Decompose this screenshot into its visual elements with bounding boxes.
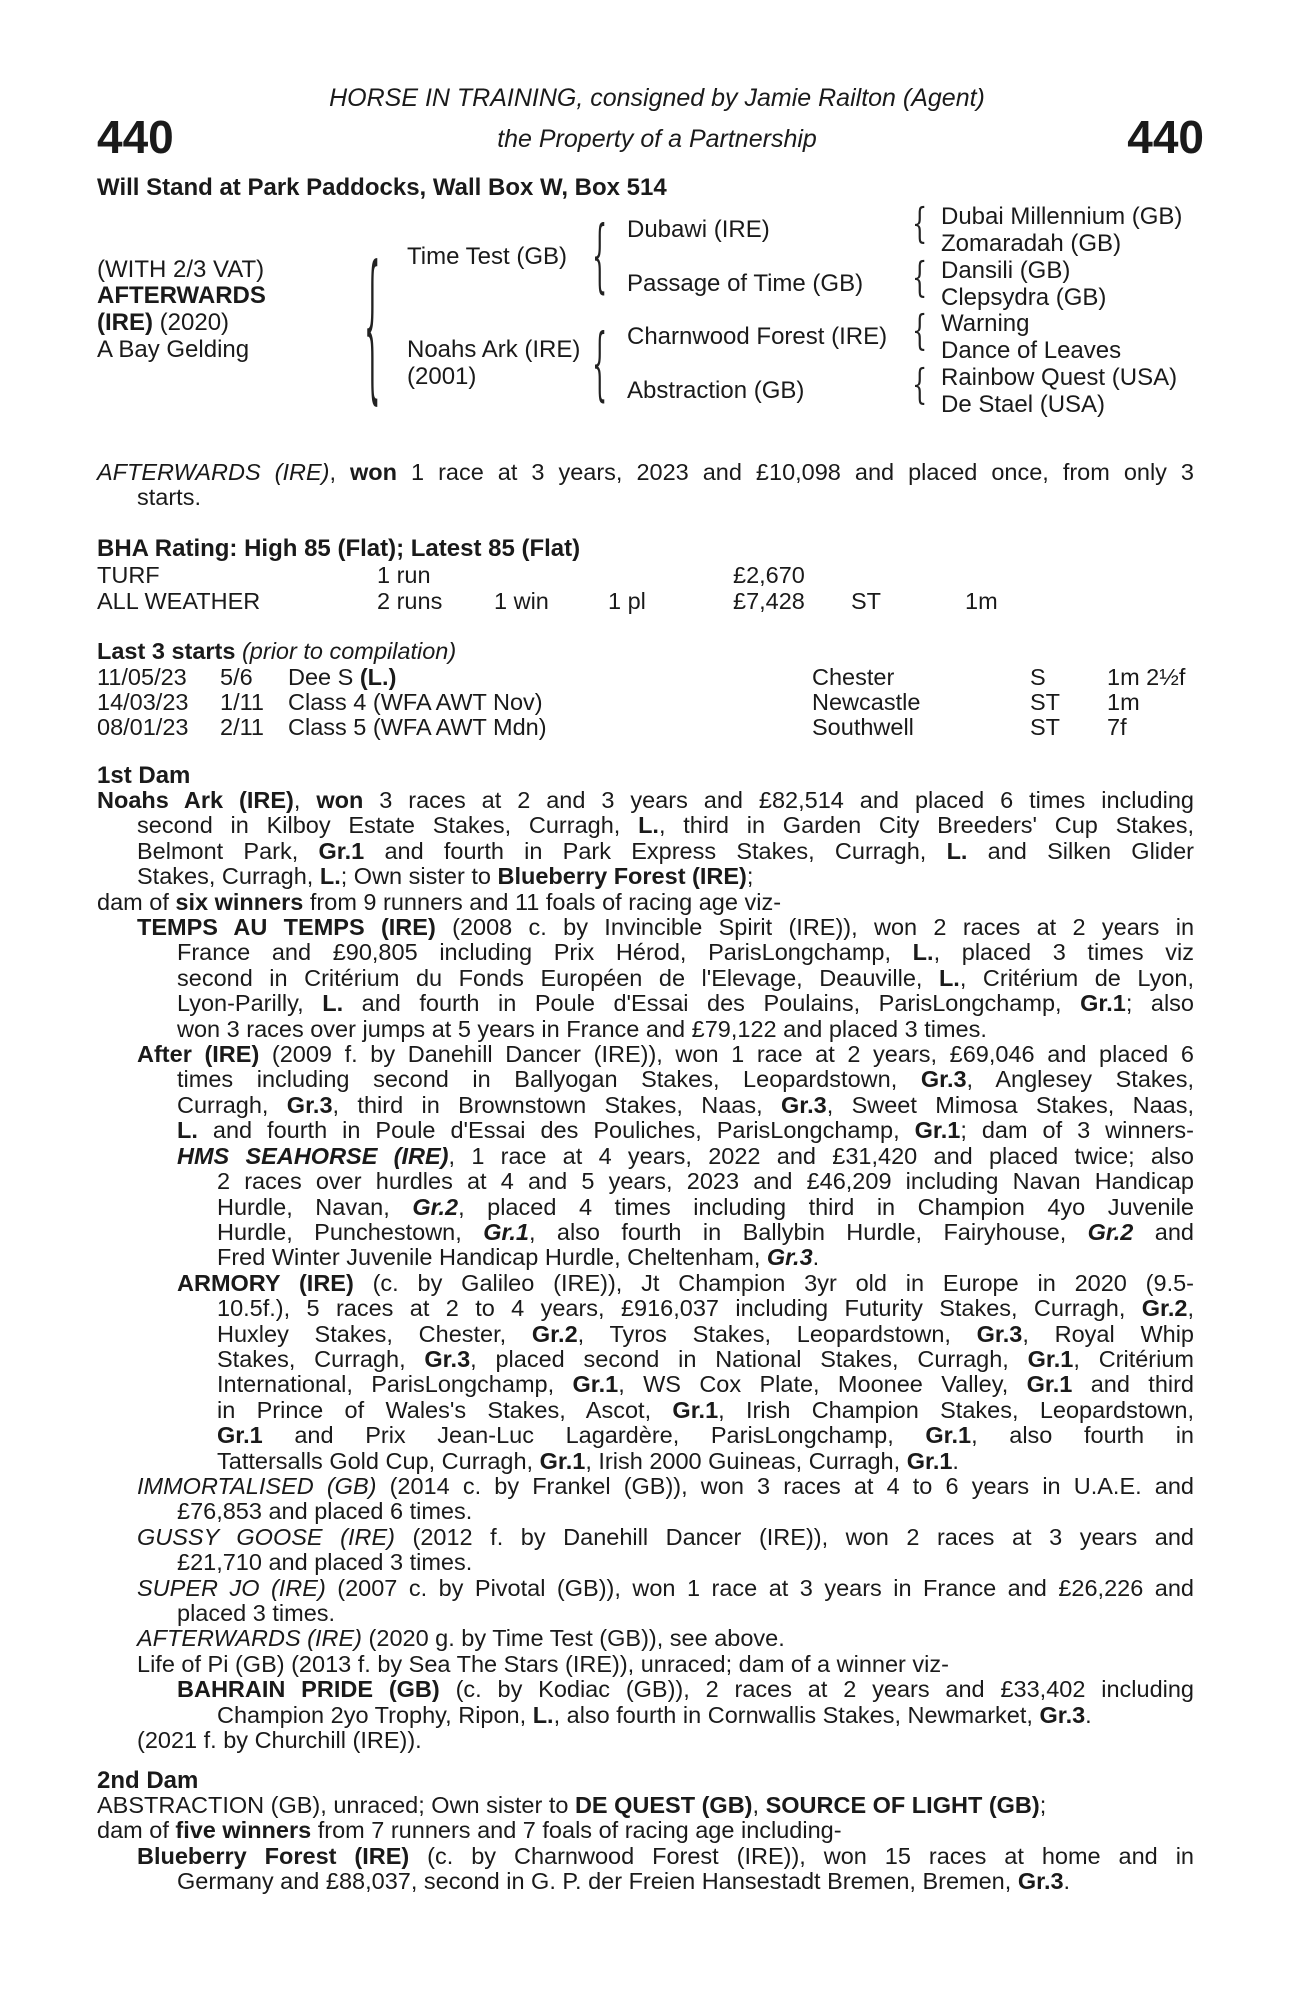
start-race-name: Dee S	[288, 664, 354, 690]
race-summary-line-1: AFTERWARDS (IRE), won 1 race at 3 years, 2023 and £10,098 and placed once, from only 3	[97, 459, 1194, 485]
last-starts-note: (prior to compilation)	[241, 638, 457, 664]
last-starts-label: Last 3 starts	[97, 638, 236, 664]
first-dam-line: Fred Winter Juvenile Handicap Hurdle, Cheltenham, Gr.3.	[217, 1244, 820, 1271]
summary-horse-name: AFTERWARDS (IRE)	[97, 459, 330, 485]
aw-earnings: £7,428	[733, 588, 805, 614]
start-course: Chester	[812, 664, 895, 690]
aw-distance: 1m	[965, 588, 998, 614]
first-dam-line: Hurdle, Punchestown, Gr.1, also fourth in Ballybin Hurdle, Fairyhouse, Gr.2 and	[217, 1218, 1194, 1245]
pedigree-brace-g2: {	[912, 254, 928, 302]
pedigree-brace-dam: {	[592, 318, 608, 411]
first-dam-line: TEMPS AU TEMPS (IRE) (2008 c. by Invincible Spirit (IRE)), won 2 races at 2 years in	[137, 914, 1195, 941]
ancestor-5: Warning	[941, 310, 1030, 337]
first-dam-line: Stakes, Curragh, Gr.3, placed second in National Stakes, Curragh, Gr.1, Critérium	[217, 1345, 1194, 1372]
first-dam-line: dam of six winners from 9 runners and 11 foals of racing age viz-	[97, 888, 782, 915]
start-distance: 1m	[1107, 689, 1140, 715]
start-surface: ST	[1030, 714, 1061, 740]
start-position: 5/6	[220, 664, 253, 690]
ancestor-6: Dance of Leaves	[941, 337, 1122, 364]
first-dam-line: Curragh, Gr.3, third in Brownstown Stakes, Naas, Gr.3, Sweet Mimosa Stakes, Naas,	[177, 1091, 1194, 1118]
race-summary	[97, 460, 1194, 511]
dam-dam: Abstraction (GB)	[627, 377, 805, 404]
first-dam-line: Stakes, Curragh, L.; Own sister to Blueberry Forest (IRE);	[137, 863, 754, 890]
first-dam-text	[97, 788, 1194, 1753]
second-dam-heading: 2nd Dam	[97, 1767, 199, 1794]
start-surface: ST	[1030, 689, 1061, 715]
first-dam-line: £76,853 and placed 6 times.	[177, 1498, 473, 1525]
consignor-line: HORSE IN TRAINING, consigned by Jamie Railton (Agent)	[329, 84, 985, 112]
first-dam-line: times including second in Ballyogan Stakes, Leopardstown, Gr.3, Anglesey Stakes,	[177, 1066, 1194, 1093]
ancestor-7: Rainbow Quest (USA)	[941, 364, 1178, 391]
horse-suffix: (IRE)	[97, 309, 153, 336]
first-dam-line: SUPER JO (IRE) (2007 c. by Pivotal (GB)), won 1 race at 3 years in France and £26,226 and	[137, 1574, 1194, 1601]
first-dam-line: After (IRE) (2009 f. by Danehill Dancer (IRE)), won 1 race at 2 years, £69,046 and placed 6	[137, 1041, 1194, 1068]
summary-won: won	[350, 459, 398, 485]
sire: Time Test (GB)	[407, 243, 568, 270]
ancestor-8: De Stael (USA)	[941, 391, 1106, 418]
bha-rating-title: BHA Rating: High 85 (Flat); Latest 85 (Flat)	[97, 535, 581, 562]
sire-sire: Dubawi (IRE)	[627, 216, 770, 243]
first-dam-line: ARMORY (IRE) (c. by Galileo (IRE)), Jt Champion 3yr old in Europe in 2020 (9.5-	[177, 1269, 1195, 1296]
dam-year: (2001)	[407, 363, 477, 390]
start-race	[288, 664, 396, 690]
first-dam-line: AFTERWARDS (IRE) (2020 g. by Time Test (GB)), see above.	[137, 1625, 785, 1652]
start-course: Newcastle	[812, 689, 921, 715]
vat-note: (WITH 2/3 VAT)	[97, 256, 265, 283]
start-position: 1/11	[220, 689, 264, 715]
first-dam-line: IMMORTALISED (GB) (2014 c. by Frankel (GB)), won 3 races at 4 to 6 years in U.A.E. and	[137, 1472, 1194, 1499]
horse-name: AFTERWARDS	[97, 282, 266, 309]
first-dam-line: Huxley Stakes, Chester, Gr.2, Tyros Stakes, Leopardstown, Gr.3, Royal Whip	[217, 1320, 1194, 1347]
first-dam-line: HMS SEAHORSE (IRE), 1 race at 4 years, 2022 and £31,420 and placed twice; also	[177, 1142, 1194, 1169]
pedigree-brace-sire: {	[592, 210, 608, 303]
lot-number-left: 440	[97, 111, 174, 163]
turf-label: TURF	[97, 562, 160, 588]
last-starts-title	[97, 638, 456, 664]
aw-runs: 2 runs	[377, 588, 443, 614]
first-dam-line: (2021 f. by Churchill (IRE)).	[137, 1727, 422, 1754]
second-dam-line: Germany and £88,037, second in G. P. der Freien Hansestadt Bremen, Bremen, Gr.3.	[177, 1868, 1071, 1895]
start-date: 08/01/23	[97, 714, 189, 740]
first-dam-line: Belmont Park, Gr.1 and fourth in Park Express Stakes, Curragh, L. and Silken Glider	[137, 837, 1194, 864]
first-dam-line: GUSSY GOOSE (IRE) (2012 f. by Danehill Dancer (IRE)), won 2 races at 3 years and	[137, 1523, 1194, 1550]
pedigree-brace-g4: {	[912, 361, 928, 409]
start-surface: S	[1030, 664, 1046, 690]
location-line: Will Stand at Park Paddocks, Wall Box W, Box 514	[97, 174, 667, 201]
aw-surface: ST	[851, 588, 882, 614]
horse-description: A Bay Gelding	[97, 336, 250, 363]
first-dam-line: Lyon-Parilly, L. and fourth in Poule d'Essai des Poulains, ParisLongchamp, Gr.1; also	[177, 990, 1194, 1017]
start-date: 14/03/23	[97, 689, 189, 715]
dam: Noahs Ark (IRE)	[407, 336, 581, 363]
first-dam-line: won 3 races over jumps at 5 years in France and £79,122 and placed 3 times.	[177, 1015, 987, 1042]
first-dam-line: second in Kilboy Estate Stakes, Curragh, L., third in Garden City Breeders' Cup Stakes,	[137, 812, 1195, 839]
horse-year: (2020)	[159, 309, 230, 336]
race-summary-line-2: starts.	[137, 484, 201, 511]
second-dam-line: Blueberry Forest (IRE) (c. by Charnwood Forest (IRE)), won 15 races at home and in	[137, 1842, 1194, 1869]
start-race-grade: (L.)	[359, 664, 397, 690]
first-dam-line: Champion 2yo Trophy, Ripon, L., also fourth in Cornwallis Stakes, Newmarket, Gr.3.	[217, 1701, 1092, 1728]
first-dam-line: Tattersalls Gold Cup, Curragh, Gr.1, Irish 2000 Guineas, Curragh, Gr.1.	[217, 1447, 959, 1474]
ancestor-4: Clepsydra (GB)	[941, 284, 1107, 311]
first-dam-line: BAHRAIN PRIDE (GB) (c. by Kodiac (GB)), 2 races at 2 years and £33,402 including	[177, 1676, 1194, 1703]
start-race-name: Class 4 (WFA AWT Nov)	[288, 689, 543, 715]
first-dam-line: International, ParisLongchamp, Gr.1, WS Cox Plate, Moonee Valley, Gr.1 and third	[217, 1371, 1195, 1398]
first-dam-line: Noahs Ark (IRE), won 3 races at 2 and 3 years and £82,514 and placed 6 times including	[97, 787, 1194, 813]
horse-origin-year	[97, 309, 229, 336]
pedigree-brace-g3: {	[912, 307, 928, 355]
lot-number-right: 440	[1127, 111, 1204, 163]
turf-earnings: £2,670	[733, 562, 805, 588]
first-dam-line: second in Critérium du Fonds Européen de l'Elevage, Deauville, L., Critérium de Lyon,	[177, 964, 1195, 991]
second-dam-line: ABSTRACTION (GB), unraced; Own sister to DE QUEST (GB), SOURCE OF LIGHT (GB);	[97, 1792, 1047, 1818]
first-dam-line: £21,710 and placed 3 times.	[177, 1549, 473, 1576]
first-dam-line: Hurdle, Navan, Gr.2, placed 4 times including third in Champion 4yo Juvenile	[217, 1193, 1194, 1220]
ancestor-3: Dansili (GB)	[941, 257, 1071, 284]
second-dam-text	[97, 1793, 1194, 1895]
start-position: 2/11	[220, 714, 264, 740]
sire-dam: Passage of Time (GB)	[627, 270, 864, 297]
first-dam-line: Life of Pi (GB) (2013 f. by Sea The Stars (IRE)), unraced; dam of a winner viz-	[137, 1650, 949, 1677]
turf-runs: 1 run	[377, 562, 431, 588]
first-dam-line: 10.5f.), 5 races at 2 to 4 years, £916,037 including Futurity Stakes, Curragh, Gr.2,	[217, 1295, 1194, 1322]
property-line: the Property of a Partnership	[497, 125, 817, 153]
aw-placed: 1 pl	[608, 588, 646, 614]
start-course: Southwell	[812, 714, 914, 740]
pedigree-brace-main: {	[364, 238, 381, 424]
start-date: 11/05/23	[97, 664, 187, 690]
first-dam-line: in Prince of Wales's Stakes, Ascot, Gr.1, Irish Champion Stakes, Leopardstown,	[217, 1396, 1194, 1423]
first-dam-line: placed 3 times.	[177, 1600, 336, 1626]
summary-rest: 1 race at 3 years, 2023 and £10,098 and placed once, from only 3	[411, 459, 1194, 485]
first-dam-line: Gr.1 and Prix Jean-Luc Lagardère, ParisLongchamp, Gr.1, also fourth in	[217, 1422, 1194, 1449]
first-dam-line: 2 races over hurdles at 4 and 5 years, 2023 and £46,209 including Navan Handicap	[217, 1168, 1194, 1195]
dam-sire: Charnwood Forest (IRE)	[627, 323, 888, 350]
aw-wins: 1 win	[494, 588, 549, 614]
first-dam-line: France and £90,805 including Prix Hérod, ParisLongchamp, L., placed 3 times viz	[177, 939, 1194, 966]
start-race-name: Class 5 (WFA AWT Mdn)	[288, 714, 547, 740]
ancestor-1: Dubai Millennium (GB)	[941, 203, 1183, 230]
ancestor-2: Zomaradah (GB)	[941, 230, 1122, 257]
second-dam-line: dam of five winners from 7 runners and 7 foals of racing age including-	[97, 1817, 842, 1844]
pedigree-brace-g1: {	[912, 200, 928, 248]
first-dam-heading: 1st Dam	[97, 762, 191, 789]
start-distance: 1m 2½f	[1107, 664, 1186, 690]
start-distance: 7f	[1107, 714, 1127, 740]
first-dam-line: L. and fourth in Poule d'Essai des Pouliches, ParisLongchamp, Gr.1; dam of 3 winners-	[177, 1117, 1194, 1144]
aw-label: ALL WEATHER	[97, 588, 261, 614]
